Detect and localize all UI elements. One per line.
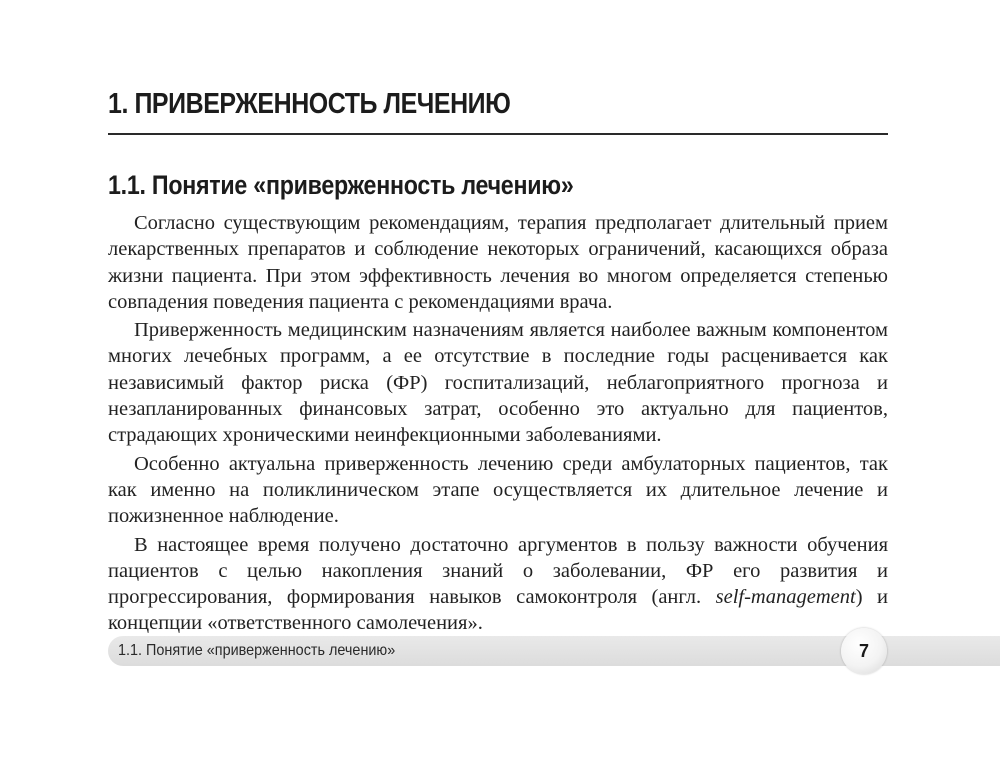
paragraph-4-emphasis: self-management bbox=[715, 586, 856, 609]
paragraph-3: Особенно актуальна приверженность лечению среди амбулаторных пациентов, так как именно на поликлиническом этапе осуществляется их длительное лечение и пожизненное наблюдение. bbox=[108, 452, 888, 528]
page-number: 7 bbox=[858, 640, 869, 661]
paragraph-1: Согласно существующим рекомендациям, терапия предполагает длительный прием лекарственных препаратов и соблюдение некоторых ограничений, касающихся образа жизни пациента. При этом эффективность лечения во многом определяется степенью совпадения поведения пациента с рекомендациями врача. bbox=[108, 212, 888, 313]
paragraph-4-text-start: В настоящее время получено достаточно аргументов в пользу важности обучения пациентов с целью накопления знаний о заболевании, ФР его развития и прогрессирования, формирования навыков самоконтроля (англ. bbox=[108, 533, 888, 609]
chapter-divider bbox=[108, 133, 888, 135]
chapter-title: 1. ПРИВЕРЖЕННОСТЬ ЛЕЧЕНИЮ bbox=[108, 88, 511, 120]
paragraph-4 bbox=[108, 532, 888, 637]
running-footer-title: 1.1. Понятие «приверженность лечению» bbox=[118, 642, 396, 659]
body-text bbox=[108, 210, 888, 639]
paragraph-2: Приверженность медицинским назначениям является наиболее важным компонентом многих лечебных программ, а ее отсутствие в последние годы расценивается как независимый фактор риска (ФР) госпитализаций, неблагоприятного прогноза и незапланированных финансовых затрат, особенно это актуально для пациентов, страдающих хроническими неинфекционными заболеваниями. bbox=[108, 319, 888, 447]
section-title: 1.1. Понятие «приверженность лечению» bbox=[108, 170, 574, 200]
paragraph-4-text-end: ) и концепции «ответственного самолечения». bbox=[108, 586, 888, 635]
page-number-badge bbox=[841, 628, 887, 674]
